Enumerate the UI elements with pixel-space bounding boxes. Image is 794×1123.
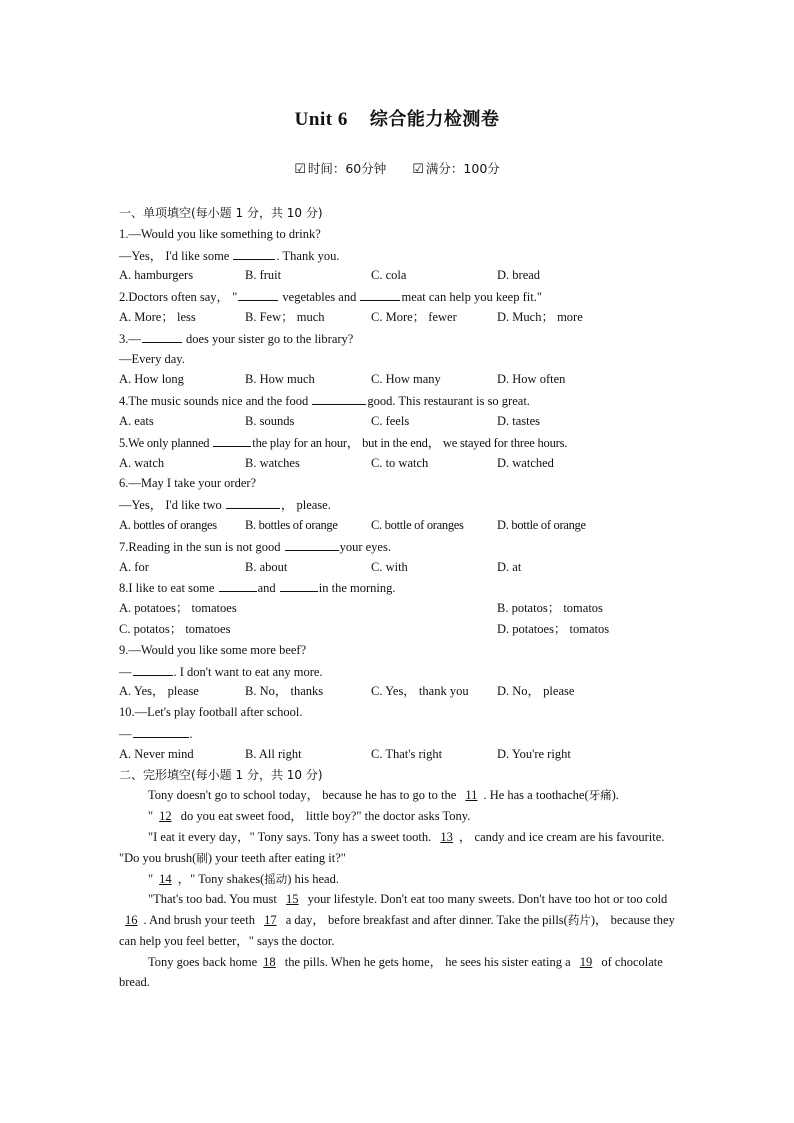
option-d[interactable]: D. How often <box>497 372 566 387</box>
title-name: 综合能力检测卷 <box>369 109 500 130</box>
question-3-options <box>119 369 679 390</box>
question-10: 10.—Let's play football after school. <box>119 705 303 720</box>
question-4-options <box>119 411 679 432</box>
blank[interactable] <box>280 577 318 592</box>
full-score: 满分：100分 <box>425 161 500 176</box>
option-c[interactable]: C. feels <box>371 413 410 428</box>
option-c[interactable]: C. potatos； tomatoes <box>119 621 231 636</box>
option-d[interactable]: D. potatoes； tomatos <box>497 621 610 636</box>
blank[interactable] <box>142 328 182 343</box>
option-c[interactable]: C. That's right <box>371 746 443 761</box>
check-icon: ☑ <box>412 162 424 177</box>
option-d[interactable]: D. at <box>497 559 522 574</box>
option-a[interactable]: A. Yes， please <box>119 684 199 699</box>
question-2-options <box>119 307 679 328</box>
question-7: 7.Reading in the sun is not good your eyes. <box>119 536 679 557</box>
question-1: 1.—Would you like something to drink? <box>119 226 321 241</box>
blank-15[interactable]: 15 <box>286 892 299 907</box>
question-10-line2: — . <box>119 723 679 744</box>
option-d[interactable]: D. No， please <box>497 684 575 699</box>
question-8-options-row2 <box>119 619 679 640</box>
blank[interactable] <box>226 494 280 509</box>
exam-meta <box>0 159 794 177</box>
option-b[interactable]: B. potatos； tomatos <box>497 601 603 616</box>
blank-14[interactable]: 14 <box>159 871 172 886</box>
option-b[interactable]: B. All right <box>245 746 302 761</box>
blank-12[interactable]: 12 <box>159 809 172 824</box>
blank[interactable] <box>238 286 278 301</box>
cloze-paragraph-5: "That's too bad. You must 15 your lifestyle. Don't eat too many sweets. Don't have too hot or too cold 16 . And brush your teeth 17 a day， before breakfast and after dinner. Take the pills(药片)， because they can help you feel better，" says the doctor. <box>119 892 675 948</box>
blank[interactable] <box>133 661 173 676</box>
question-1-line2: —Yes， I'd like some . Thank you. <box>119 245 679 266</box>
option-a[interactable]: A. for <box>119 559 149 574</box>
question-6-options <box>119 515 679 536</box>
option-b[interactable]: B. No， thanks <box>245 684 324 699</box>
question-3: 3.— does your sister go to the library? <box>119 328 679 349</box>
check-icon: ☑ <box>294 162 306 177</box>
question-4: 4.The music sounds nice and the food good. This restaurant is so great. <box>119 390 679 411</box>
time-limit: 时间：60分钟 <box>307 161 387 176</box>
blank-18[interactable]: 18 <box>263 954 276 969</box>
option-a[interactable]: A. bottles of oranges <box>119 517 217 532</box>
cloze-paragraph-6: Tony goes back home 18 the pills. When he gets home， he sees his sister eating a 19 of chocolate bread. <box>119 954 663 990</box>
blank-13[interactable]: 13 <box>440 829 453 844</box>
question-7-options <box>119 557 679 578</box>
option-a[interactable]: A. Never mind <box>119 746 194 761</box>
blank-16[interactable]: 16 <box>125 913 138 928</box>
exam-content <box>119 203 679 993</box>
cloze-paragraph-4: " 14 ，" Tony shakes(摇动) his head. <box>148 871 339 886</box>
section2-heading: 二、完形填空(每小题 1 分，共 10 分) <box>119 767 323 782</box>
blank[interactable] <box>285 536 339 551</box>
option-c[interactable]: C. to watch <box>371 455 429 470</box>
option-a[interactable]: A. watch <box>119 455 165 470</box>
blank-17[interactable]: 17 <box>264 913 277 928</box>
option-a[interactable]: A. potatoes； tomatoes <box>119 601 237 616</box>
blank-11[interactable]: 11 <box>465 788 478 803</box>
question-5: 5.We only planned the play for an hour， but in the end， we stayed for three hours. <box>119 432 679 453</box>
option-c[interactable]: C. Yes， thank you <box>371 684 469 699</box>
blank[interactable] <box>360 286 400 301</box>
option-d[interactable]: D. You're right <box>497 746 571 761</box>
option-b[interactable]: B. Few； much <box>245 309 325 324</box>
question-3-line2: —Every day. <box>119 351 185 366</box>
option-a[interactable]: A. How long <box>119 372 184 387</box>
blank[interactable] <box>133 723 189 738</box>
option-a[interactable]: A. hamburgers <box>119 268 194 283</box>
question-1-options <box>119 265 679 286</box>
question-8: 8.I like to eat some and in the morning. <box>119 577 679 598</box>
option-d[interactable]: D. Much； more <box>497 309 583 324</box>
option-b[interactable]: B. watches <box>245 455 300 470</box>
blank[interactable] <box>219 577 257 592</box>
question-8-options-row1 <box>119 598 679 619</box>
blank[interactable] <box>213 432 251 447</box>
question-6: 6.—May I take your order? <box>119 476 257 491</box>
blank[interactable] <box>312 390 366 405</box>
blank[interactable] <box>233 245 275 260</box>
question-6-line2: —Yes， I'd like two ， please. <box>119 494 679 515</box>
blank-19[interactable]: 19 <box>579 954 593 969</box>
question-5-options <box>119 453 679 474</box>
option-c[interactable]: C. bottle of oranges <box>371 517 464 532</box>
option-a[interactable]: A. More； less <box>119 309 196 324</box>
option-b[interactable]: B. bottles of orange <box>245 517 338 532</box>
option-b[interactable]: B. fruit <box>245 268 282 283</box>
option-a[interactable]: A. eats <box>119 413 154 428</box>
page-title <box>0 105 794 131</box>
question-9: 9.—Would you like some more beef? <box>119 642 307 657</box>
question-10-options <box>119 744 679 765</box>
option-d[interactable]: D. bottle of orange <box>497 517 586 532</box>
option-d[interactable]: D. tastes <box>497 413 541 428</box>
option-b[interactable]: B. How much <box>245 372 315 387</box>
question-2: 2.Doctors often say， " vegetables and meat can help you keep fit." <box>119 286 679 307</box>
option-d[interactable]: D. watched <box>497 455 554 470</box>
option-c[interactable]: C. How many <box>371 372 441 387</box>
option-b[interactable]: B. about <box>245 559 288 574</box>
question-9-line2: — . I don't want to eat any more. <box>119 661 679 682</box>
question-9-options <box>119 681 679 702</box>
cloze-paragraph-2: " 12 do you eat sweet food， little boy?" the doctor asks Tony. <box>148 809 471 824</box>
title-unit: Unit 6 <box>294 109 348 130</box>
option-b[interactable]: B. sounds <box>245 413 295 428</box>
section1-heading: 一、单项填空(每小题 1 分，共 10 分) <box>119 206 323 220</box>
option-c[interactable]: C. cola <box>371 268 407 283</box>
cloze-paragraph-3: "I eat it every day，" Tony says. Tony has a sweet tooth. 13 ， candy and ice cream are his favourite. "Do you brush(刷) your teeth after eating it?" <box>119 829 665 865</box>
option-c[interactable]: C. More； fewer <box>371 309 457 324</box>
option-d[interactable]: D. bread <box>497 268 541 283</box>
option-c[interactable]: C. with <box>371 559 408 574</box>
cloze-paragraph-1: Tony doesn't go to school today， because he has to go to the 11 . He has a toothache(牙痛). <box>148 788 619 803</box>
